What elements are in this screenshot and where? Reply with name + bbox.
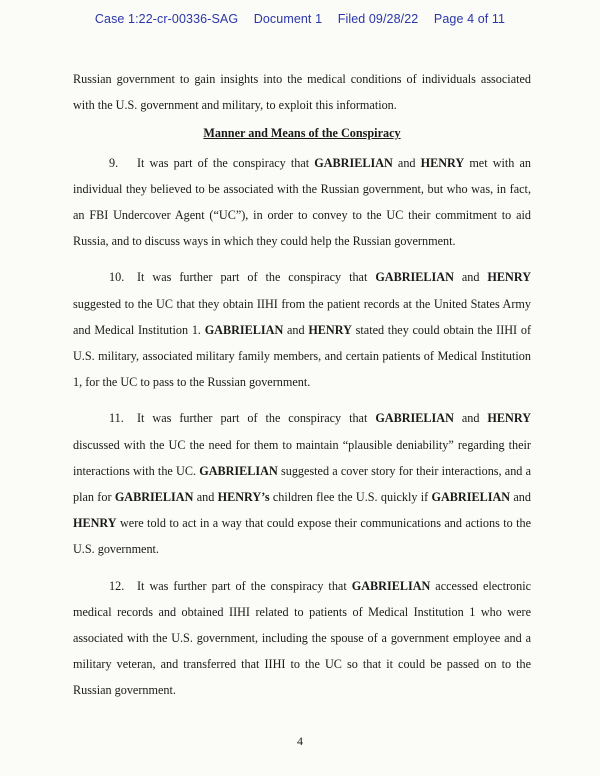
page-number: 4 xyxy=(297,734,303,748)
document-number: Document 1 xyxy=(253,12,323,26)
paragraph-text: suggested a cover story for their interactions, and a plan for xyxy=(73,463,531,505)
case-number: Case 1:22-cr-00336-SAG xyxy=(94,12,239,26)
defendant-name: GABRIELIAN xyxy=(314,155,393,170)
filed-date: Filed 09/28/22 xyxy=(337,12,419,26)
defendant-name: HENRY xyxy=(308,322,352,337)
defendant-name: HENRY xyxy=(487,270,531,285)
paragraph-text: and xyxy=(193,490,218,505)
defendant-name: GABRIELIAN xyxy=(351,578,431,593)
paragraph-text: met with an individual they believed to be associated with the Russian government, but who was, in fact, an FBI Undercover Agent (“UC”), in order to convey to the UC their commitment to aid Russia, and to discuss ways in which they could help the Russian government. xyxy=(73,155,531,249)
numbered-paragraphs xyxy=(73,150,531,704)
paragraph-number: 12. xyxy=(109,578,125,593)
paragraph-text: It was further part of the conspiracy that xyxy=(137,270,376,285)
defendant-name: HENRY xyxy=(420,155,465,170)
paragraph-text: and xyxy=(283,322,309,337)
paragraph-text: and xyxy=(453,411,488,426)
defendant-name: GABRIELIAN xyxy=(431,490,511,505)
paragraph-text: discussed with the UC the need for them to maintain “plausible deniability” regarding their interactions with the UC. xyxy=(73,437,531,478)
numbered-paragraph xyxy=(73,573,531,704)
numbered-paragraph xyxy=(73,264,531,395)
paragraph-text: It was part of the conspiracy that xyxy=(137,155,315,170)
numbered-paragraph xyxy=(73,405,531,562)
paragraph-text: It was further part of the conspiracy that xyxy=(137,578,352,593)
paragraph-text: suggested to the UC that they obtain IIHI from the patient records at the United States Army and Medical Institution 1. xyxy=(73,296,531,337)
defendant-name: GABRIELIAN xyxy=(375,411,454,426)
paragraph-number: 10. xyxy=(109,270,125,285)
defendant-name: HENRY xyxy=(73,516,117,531)
section-heading: Manner and Means of the Conspiracy xyxy=(203,126,401,141)
paragraph-number: 11. xyxy=(109,411,124,426)
defendant-name: GABRIELIAN xyxy=(204,322,284,337)
paragraph-text: accessed electronic medical records and obtained IIHI related to patients of Medical Institution 1 who were associated with the U.S. government, including the spouse of a government employee and a military veteran, and transferred that IIHI to the UC so that it could be passed on to the Russian government. xyxy=(73,578,531,698)
paragraph-text: It was further part of the conspiracy that xyxy=(137,411,376,426)
paragraph-number: 9. xyxy=(109,155,119,170)
paragraph-text: were told to act in a way that could expose their communications and actions to the U.S. government. xyxy=(73,516,531,557)
continued-paragraph: Russian government to gain insights into the medical conditions of individuals associated with the U.S. government and military, to exploit this information. xyxy=(73,72,531,113)
page-count: Page 4 of 11 xyxy=(433,12,506,26)
defendant-name: GABRIELIAN xyxy=(199,463,278,478)
paragraph-text: stated they could obtain the IIHI of U.S. military, associated military family members, and certain patients of Medical Institution 1, for the UC to pass to the Russian government. xyxy=(73,322,531,390)
defendant-name: HENRY xyxy=(487,411,531,426)
defendant-name: GABRIELIAN xyxy=(375,270,454,285)
court-filing-header xyxy=(0,12,600,26)
document-body xyxy=(73,66,531,714)
paragraph-text: and xyxy=(392,155,421,170)
paragraph-text: children flee the U.S. quickly if xyxy=(269,490,432,505)
defendant-name: HENRY’s xyxy=(217,490,270,505)
paragraph-text: and xyxy=(510,490,531,505)
paragraph-text: and xyxy=(453,270,488,285)
numbered-paragraph xyxy=(73,150,531,255)
defendant-name: GABRIELIAN xyxy=(114,490,194,505)
